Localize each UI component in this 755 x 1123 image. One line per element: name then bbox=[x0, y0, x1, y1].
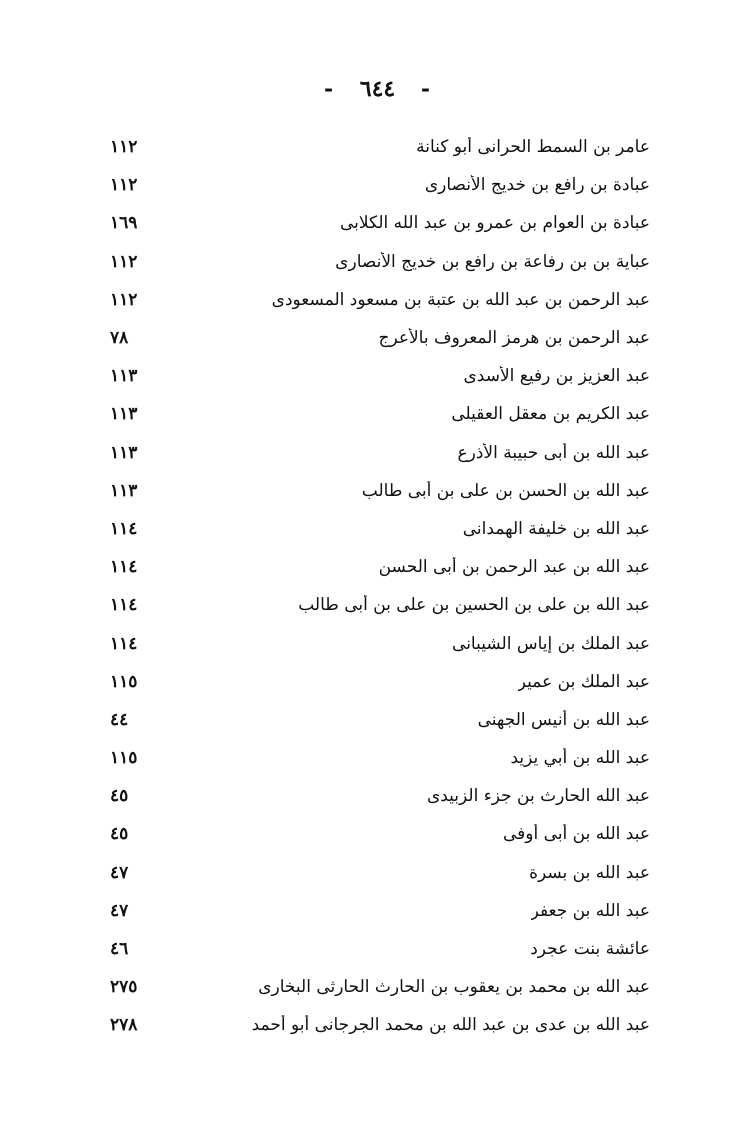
entry-name: عبد الكريم بن معقل العقيلى bbox=[451, 404, 650, 425]
index-entry bbox=[110, 815, 650, 853]
page-number-header bbox=[0, 76, 755, 102]
entry-name: عبد الله بن عدى بن عبد الله بن محمد الجرجانى أبو أحمد bbox=[251, 1015, 650, 1036]
entry-name: عبد الله بن على بن الحسين بن على بن أبى طالب bbox=[298, 595, 650, 616]
entry-name: عبد الله بن أبى أوفى bbox=[503, 824, 650, 845]
entry-name: عبد الرحمن بن هرمز المعروف بالأعرج bbox=[378, 328, 650, 349]
entry-page-number: ١١٥ bbox=[110, 748, 138, 769]
index-entry bbox=[110, 204, 650, 242]
index-entry bbox=[110, 281, 650, 319]
entry-page-number: ١١٢ bbox=[110, 251, 138, 272]
entry-page-number: ١١٤ bbox=[110, 557, 138, 578]
index-entry bbox=[110, 548, 650, 586]
entry-page-number: ٤٥ bbox=[110, 786, 129, 807]
entry-page-number: ٤٦ bbox=[110, 939, 129, 960]
index-entry bbox=[110, 1006, 650, 1044]
entry-page-number: ١١٣ bbox=[110, 480, 138, 501]
entry-name: عبد الملك بن عمير bbox=[517, 671, 650, 692]
entry-page-number: ٢٧٥ bbox=[110, 977, 138, 998]
index-entry bbox=[110, 166, 650, 204]
index-entry bbox=[110, 472, 650, 510]
entry-name: عبد العزيز بن رفيع الأسدى bbox=[463, 366, 650, 387]
entry-name: عبد الله الحارث بن جزء الزبيدى bbox=[426, 786, 650, 807]
index-entry bbox=[110, 624, 650, 662]
entry-name: عبد الله بن عبد الرحمن بن أبى الحسن bbox=[378, 557, 650, 578]
entry-name: عامر بن السمط الحرانى أبو كنانة bbox=[416, 137, 650, 158]
entry-name: عبادة بن رافع بن خديج الأنصارى bbox=[424, 175, 650, 196]
index-entry bbox=[110, 854, 650, 892]
index-list bbox=[110, 128, 650, 1045]
entry-name: عبادة بن العوام بن عمرو بن عبد الله الكلابى bbox=[339, 213, 650, 234]
entry-page-number: ١١٢ bbox=[110, 175, 138, 196]
index-entry bbox=[110, 739, 650, 777]
entry-name: عبد الله بن الحسن بن على بن أبى طالب bbox=[361, 480, 650, 501]
entry-name: عباية بن بن رفاعة بن رافع بن خديج الأنصارى bbox=[335, 251, 650, 272]
entry-name: عبد الله بن خليفة الهمدانى bbox=[462, 518, 650, 539]
entry-page-number: ٢٧٨ bbox=[110, 1015, 138, 1036]
entry-name: عبد الله بن بسرة bbox=[529, 862, 650, 883]
index-entry bbox=[110, 777, 650, 815]
index-entry bbox=[110, 892, 650, 930]
entry-page-number: ١١٢ bbox=[110, 137, 138, 158]
entry-page-number: ١٦٩ bbox=[110, 213, 138, 234]
entry-page-number: ١١٣ bbox=[110, 366, 138, 387]
page-number: ٦٤٤ bbox=[359, 76, 396, 102]
entry-page-number: ١١٤ bbox=[110, 633, 138, 654]
dash-right: - bbox=[323, 76, 335, 102]
entry-page-number: ٤٤ bbox=[110, 709, 129, 730]
dash-left: - bbox=[420, 76, 432, 102]
entry-page-number: ١١٤ bbox=[110, 518, 138, 539]
entry-page-number: ١١٣ bbox=[110, 442, 138, 463]
entry-page-number: ٤٧ bbox=[110, 900, 129, 921]
entry-page-number: ١١٢ bbox=[110, 289, 138, 310]
index-entry bbox=[110, 243, 650, 281]
index-entry bbox=[110, 395, 650, 433]
entry-page-number: ١١٣ bbox=[110, 404, 138, 425]
entry-name: عائشة بنت عجرد bbox=[530, 939, 650, 960]
index-entry bbox=[110, 319, 650, 357]
index-entry bbox=[110, 968, 650, 1006]
entry-page-number: ٤٧ bbox=[110, 862, 129, 883]
entry-page-number: ٤٥ bbox=[110, 824, 129, 845]
entry-name: عبد الله بن أبى حبيبة الأذرع bbox=[457, 442, 650, 463]
entry-page-number: ١١٤ bbox=[110, 595, 138, 616]
entry-page-number: ١١٥ bbox=[110, 671, 138, 692]
entry-name: عبد الله بن جعفر bbox=[530, 900, 650, 921]
index-entry bbox=[110, 930, 650, 968]
index-entry bbox=[110, 663, 650, 701]
index-entry bbox=[110, 701, 650, 739]
index-entry bbox=[110, 434, 650, 472]
entry-name: عبد الله بن أنيس الجهنى bbox=[477, 709, 650, 730]
index-entry bbox=[110, 128, 650, 166]
entry-name: عبد الملك بن إياس الشيبانى bbox=[452, 633, 650, 654]
entry-name: عبد الله بن محمد بن يعقوب بن الحارث الحارثى البخارى bbox=[258, 977, 650, 998]
index-entry bbox=[110, 510, 650, 548]
index-entry bbox=[110, 357, 650, 395]
entry-page-number: ٧٨ bbox=[110, 328, 129, 349]
index-entry bbox=[110, 586, 650, 624]
entry-name: عبد الرحمن بن عبد الله بن عتبة بن مسعود المسعودى bbox=[271, 289, 650, 310]
entry-name: عبد الله بن أبي يزيد bbox=[510, 748, 650, 769]
